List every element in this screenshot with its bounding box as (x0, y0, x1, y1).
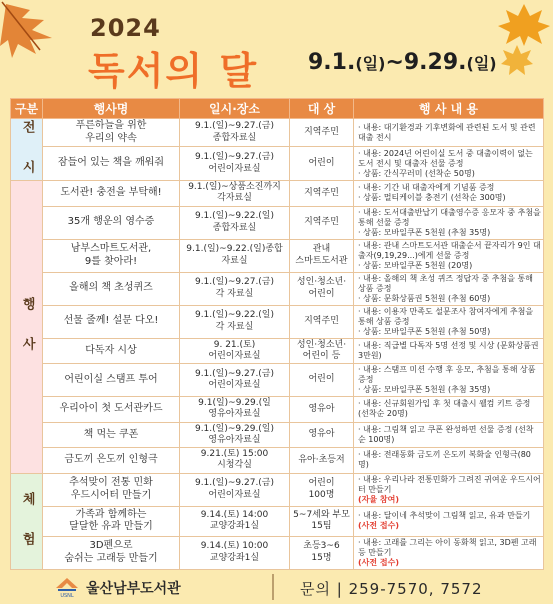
table-row (11, 272, 544, 305)
participation-badge: (사전 접수) (358, 557, 400, 567)
content-line: · 상품: 간식꾸러미 (선착순 50명) (358, 168, 475, 178)
content-line: · 내용: 직급별 다독자 5명 선정 및 시상 (문화상품권 3만원) (358, 340, 539, 360)
content-line: · 내용: 대기환경과 기후변화에 관련된 도서 및 관련 대출 전시 (358, 122, 536, 142)
target-cell: 지역주민 (290, 119, 354, 147)
datetime-cell: 9.21.(토) 15:00 시청각실 (180, 448, 290, 474)
content-cell (354, 397, 544, 423)
datetime-cell: 9.1.(일)~9.29.(일) 영유아자료실 (180, 422, 290, 448)
target-cell: 유아·초등저 (290, 448, 354, 474)
participation-badge: (사전 접수) (358, 521, 400, 530)
event-name-cell: 어린이실 스탬프 투어 (43, 364, 180, 397)
table-row (11, 338, 544, 364)
event-name-cell: 35개 행운의 영수증 (43, 206, 180, 239)
content-line: · 내용: 그림책 읽고 쿠폰 완성하면 선물 증정 (선착순 100명) (358, 424, 534, 444)
target-cell: 영유아 (290, 422, 354, 448)
content-line: · 상품: 모바일쿠폰 5천원 (20명) (358, 260, 473, 270)
table-row (11, 147, 544, 181)
content-cell (354, 239, 544, 272)
page-title: 독서의 달 (88, 49, 259, 93)
table-header-row (11, 99, 544, 119)
header-event-name: 행사명 (43, 99, 180, 119)
poster-header (0, 0, 553, 96)
header-content: 행 사 내 용 (354, 99, 544, 119)
content-line: · 내용: 도서대출반납기 대출영수증 응모자 중 추첨을 통해 선물 증정 (358, 207, 541, 227)
target-cell: 관내 스마트도서관 (290, 239, 354, 272)
table-row (11, 506, 544, 536)
target-cell: 성인·청소년· 어린이 등 (290, 338, 354, 364)
content-line: · 내용: 관내 스마트도서관 대출순서 끝자리가 9인 대출자(9,19,29...)에게 선물 증정 (358, 240, 541, 260)
event-name-cell: 남부스마트도서관, 9를 찾아라! (43, 239, 180, 272)
content-cell (354, 338, 544, 364)
table-row (11, 364, 544, 397)
table-row (11, 181, 544, 207)
datetime-cell: 9.1.(일)~9.22.(일) 각 자료실 (180, 305, 290, 338)
autumn-leaf-icon (500, 44, 534, 76)
content-cell (354, 272, 544, 305)
content-cell (354, 536, 544, 569)
datetime-cell: 9.1.(일)~상품소진까지 각자료실 (180, 181, 290, 207)
target-cell: 영유아 (290, 397, 354, 423)
content-cell (354, 473, 544, 506)
event-name-cell: 도서관! 충전을 부탁해! (43, 181, 180, 207)
event-name-cell: 가족과 함께하는 달달한 유과 만들기 (43, 506, 180, 536)
event-name-cell: 금도끼 은도끼 인형극 (43, 448, 180, 474)
datetime-cell: 9.1.(일)~9.27.(금) 어린이자료실 (180, 473, 290, 506)
event-name-cell: 우리아이 첫 도서관카드 (43, 397, 180, 423)
target-cell: 어린이 (290, 364, 354, 397)
event-name-cell: 올해의 책 초성퀴즈 (43, 272, 180, 305)
target-cell: 초등3~6 15명 (290, 536, 354, 569)
content-cell (354, 206, 544, 239)
participation-badge: (자율 참여) (358, 494, 400, 504)
event-name-cell: 책 먹는 쿠폰 (43, 422, 180, 448)
datetime-cell: 9.1.(일)~9.27.(금) 어린이자료실 (180, 364, 290, 397)
event-table (10, 98, 544, 570)
datetime-cell: 9.1.(일)~9.27.(금) 종합자료실 (180, 119, 290, 147)
content-line: · 상품: 문화상품권 5천원 (추첨 60명) (358, 293, 491, 303)
target-cell: 지역주민 (290, 305, 354, 338)
content-line: · 내용: 신규회원가입 후 첫 대출시 웰컴 키트 증정 (선착순 20명) (358, 399, 531, 419)
autumn-leaf-icon (496, 2, 552, 46)
content-line: · 상품: 모바일쿠폰 5천원 (추첨 35명) (358, 385, 491, 394)
table-row (11, 206, 544, 239)
content-line: · 내용: 2024년 어린이실 도서 중 대출이력이 없는 도서 전시 및 대출자 선물 증정 (358, 148, 533, 168)
content-line: · 내용: 고래를 그리는 아이 동화책 읽고, 3D펜 고래등 만들기 (358, 537, 537, 557)
datetime-cell: 9.1.(일)~9.27.(금) 어린이자료실 (180, 147, 290, 181)
event-year: 2024 (90, 14, 161, 42)
contact-info: 문의 | 259-7570, 7572 (300, 580, 483, 598)
table-row (11, 422, 544, 448)
datetime-cell: 9.14.(토) 10:00 교양강좌1실 (180, 536, 290, 569)
datetime-cell: 9.1(일)~9.29.(일 영유아자료실 (180, 397, 290, 423)
svg-text:USNL: USNL (60, 593, 74, 598)
category-cell: 행 사 (11, 181, 43, 474)
table-row (11, 119, 544, 147)
table-row (11, 473, 544, 506)
category-cell: 체 험 (11, 473, 43, 569)
header-target: 대 상 (290, 99, 354, 119)
datetime-cell: 9.14.(토) 14:00 교양강좌1실 (180, 506, 290, 536)
content-line: · 내용: 이용자 만족도 설문조사 참여자에게 추첨을 통해 상품 증정 (358, 306, 534, 326)
content-line: · 내용: 전래동화 금도끼 은도끼 복화술 인형극(80명) (358, 450, 531, 470)
content-cell (354, 305, 544, 338)
content-line: · 상품: 모바일쿠폰 5천원 (추첨 35명) (358, 227, 491, 237)
header-category: 구분 (11, 99, 43, 119)
event-name-cell: 추석맞이 전통 민화 우드시어터 만들기 (43, 473, 180, 506)
target-cell: 어린이 100명 (290, 473, 354, 506)
datetime-cell: 9.1.(일)~9.22.(일) 종합자료실 (180, 206, 290, 239)
content-cell (354, 506, 544, 536)
table-row (11, 305, 544, 338)
table-row (11, 397, 544, 423)
target-cell: 어린이 (290, 147, 354, 181)
content-line: · 내용: 우리나라 전통민화가 그려진 귀여운 우드시어터 만들기 (358, 474, 541, 494)
content-line: · 상품: 모바일쿠폰 5천원 (추첨 50명) (358, 326, 491, 336)
content-cell (354, 448, 544, 474)
event-name-cell: 3D펜으로 숨쉬는 고래등 만들기 (43, 536, 180, 569)
target-cell: 성인·청소년· 어린이 (290, 272, 354, 305)
target-cell: 지역주민 (290, 181, 354, 207)
autumn-leaf-icon (0, 0, 80, 62)
category-cell: 전 시 (11, 119, 43, 181)
footer-divider (272, 574, 274, 600)
library-name: 울산남부도서관 (86, 581, 181, 597)
datetime-cell: 9. 21.(토) 어린이자료실 (180, 338, 290, 364)
event-name-cell: 푸른하늘을 위한 우리의 약속 (43, 119, 180, 147)
table-row (11, 239, 544, 272)
content-cell (354, 422, 544, 448)
event-name-cell: 다독자 시상 (43, 338, 180, 364)
content-cell (354, 147, 544, 181)
poster-footer (0, 572, 553, 604)
content-cell (354, 364, 544, 397)
header-datetime-place: 일시·장소 (180, 99, 290, 119)
event-name-cell: 선물 줄께! 설문 다오! (43, 305, 180, 338)
content-cell (354, 119, 544, 147)
table-row (11, 536, 544, 569)
target-cell: 5~7세와 부모 15팀 (290, 506, 354, 536)
content-line: · 내용: 올해의 책 초성 퀴즈 정답자 중 추첨을 통해 상품 증정 (358, 273, 533, 293)
content-cell (354, 181, 544, 207)
content-line: · 내용: 기간 내 대출자에게 기념품 증정 (358, 183, 495, 193)
event-period: 9.1.(일)~9.29.(일) (308, 50, 497, 75)
content-line: · 내용: 달이네 추석맞이 그림책 읽고, 유과 만들기 (358, 511, 531, 520)
datetime-cell: 9.1.(일)~9.27.(금) 각 자료실 (180, 272, 290, 305)
content-line: · 내용: 스탬프 미션 수행 후 응모, 추첨을 통해 상품 증정 (358, 365, 536, 384)
content-line: · 상품: 멀티케이블 충전기 (선착순 300명) (358, 193, 506, 203)
event-name-cell: 잠들어 있는 책을 깨워줘 (43, 147, 180, 181)
library-logo-icon (54, 576, 80, 598)
table-row (11, 448, 544, 474)
datetime-cell: 9.1.(일)~9.22.(일)종합 자료실 (180, 239, 290, 272)
target-cell: 지역주민 (290, 206, 354, 239)
